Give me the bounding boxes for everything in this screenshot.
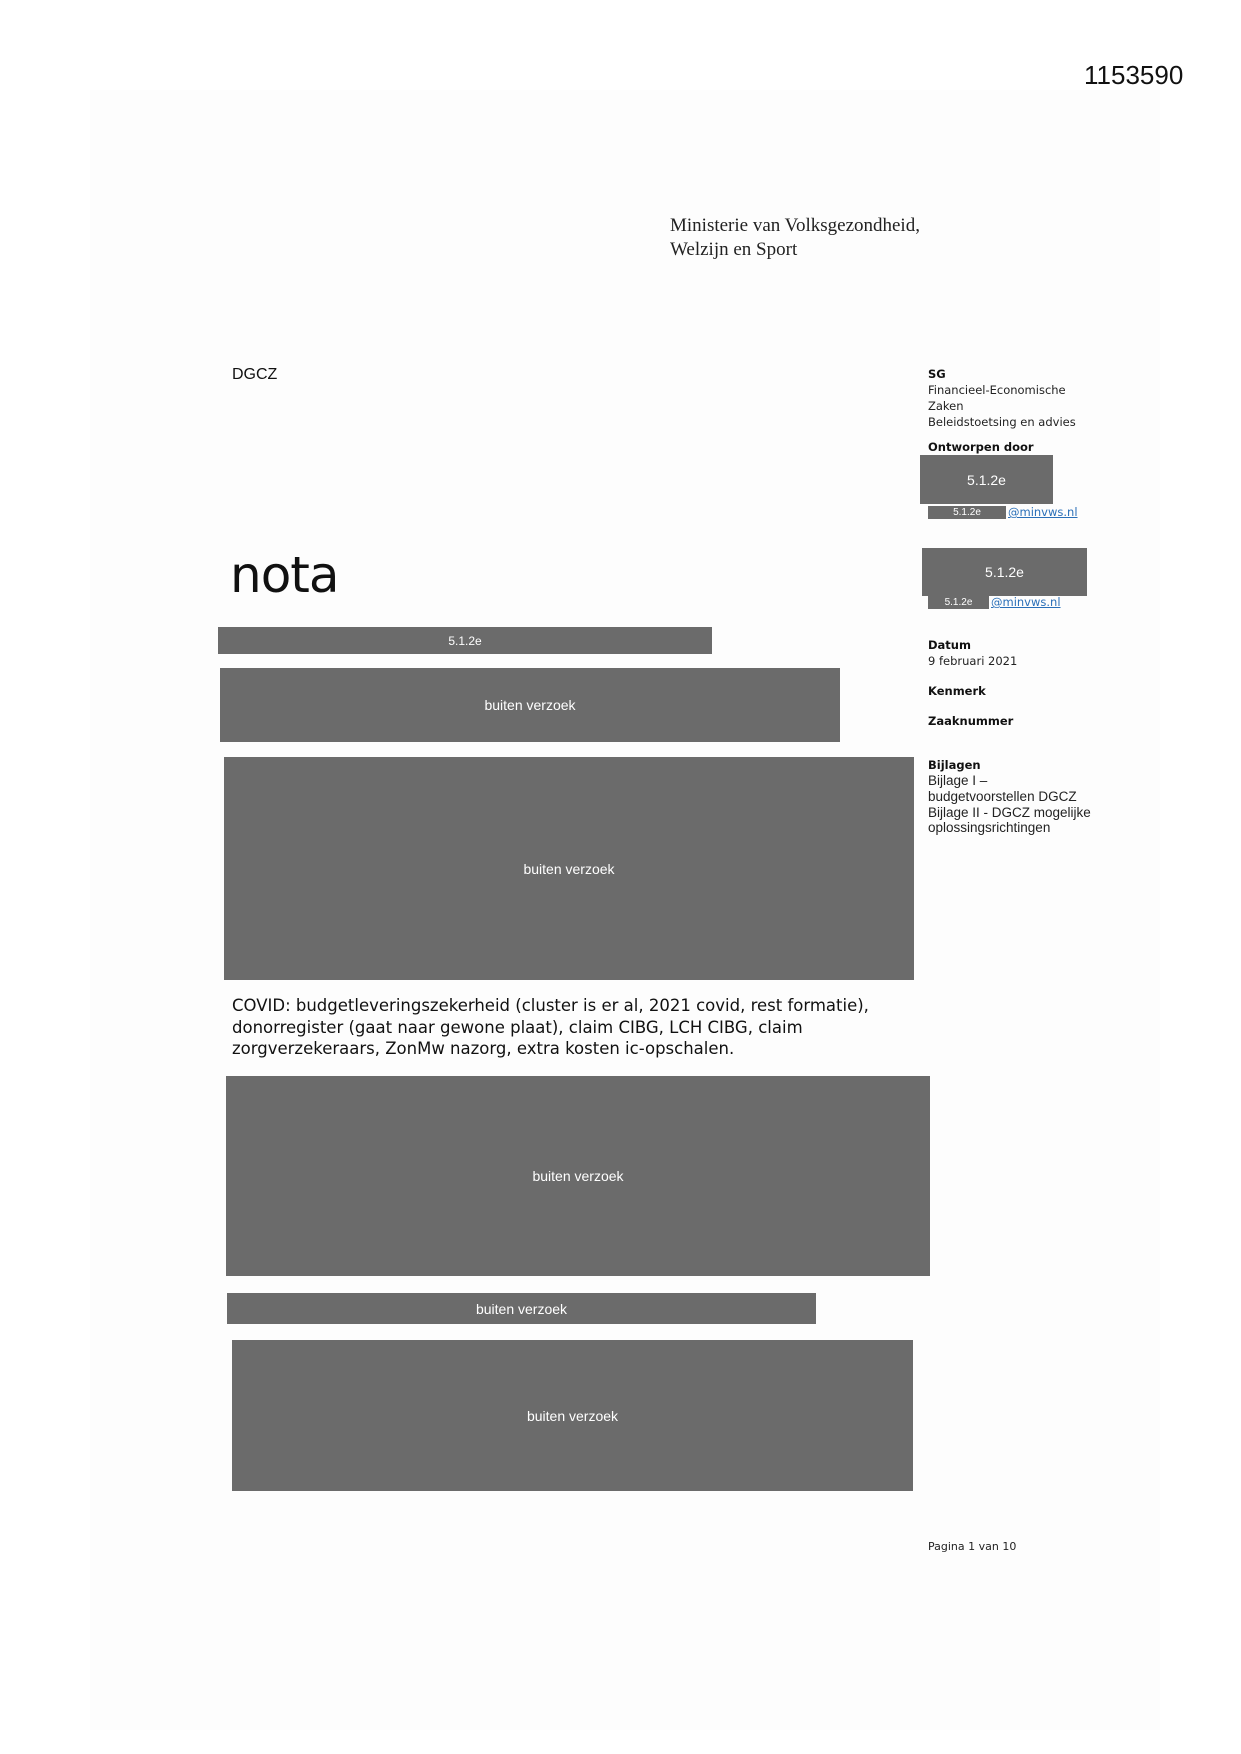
redaction-email-1: 5.1.2e [928, 506, 1006, 519]
redaction-subject: 5.1.2e [218, 627, 712, 654]
redaction-email-2: 5.1.2e [928, 596, 989, 609]
attachment-line: Bijlage I – [928, 773, 988, 788]
document-number: 1153590 [1084, 60, 1184, 90]
reference-label: Kenmerk [928, 684, 986, 698]
attachments-block [928, 757, 1091, 836]
sender-department: DGCZ [232, 366, 278, 383]
email-link-1[interactable]: @minvws.nl [1008, 505, 1078, 519]
attachment-line: Bijlage II - DGCZ mogelijke [928, 804, 1091, 820]
designed-by-label: Ontworpen door [928, 440, 1034, 454]
attachment-line: budgetvoorstellen DGCZ [928, 788, 1077, 804]
date-value: 9 februari 2021 [928, 654, 1018, 668]
ministry-line-1: Ministerie van Volksgezondheid, [670, 215, 920, 236]
redaction-block: buiten verzoek [220, 668, 840, 742]
org-line: Beleidstoetsing en advies [928, 415, 1076, 429]
page-number: Pagina 1 van 10 [928, 1540, 1017, 1553]
ministry-line-2: Welzijn en Sport [670, 239, 798, 260]
redaction-block: buiten verzoek [224, 757, 914, 980]
attachment-line: oplossingsrichtingen [928, 820, 1051, 836]
sidebar-organisation [928, 366, 1076, 430]
redaction-author-2: 5.1.2e [922, 548, 1087, 596]
org-line: Zaken [928, 399, 964, 413]
org-title: SG [928, 367, 946, 381]
covid-paragraph: COVID: budgetleveringszekerheid (cluster is er al, 2021 covid, rest formatie), donorregister (gaat naar gewone plaat), claim CIBG, LCH CIBG, claim zorgverzekeraars, ZonMw nazorg, extra kosten ic-opschalen. [232, 996, 869, 1058]
document-type-title: nota [230, 546, 339, 604]
redaction-block: buiten verzoek [232, 1340, 913, 1491]
date-label: Datum [928, 638, 971, 652]
email-link-2[interactable]: @minvws.nl [991, 595, 1061, 609]
case-number-label: Zaaknummer [928, 714, 1014, 728]
redaction-block: buiten verzoek [227, 1293, 816, 1324]
redaction-block: buiten verzoek [226, 1076, 930, 1276]
org-line: Financieel-Economische [928, 383, 1066, 397]
ministry-logo-text [670, 214, 920, 262]
date-block [928, 637, 1017, 669]
attachments-label: Bijlagen [928, 758, 981, 772]
redaction-author-1: 5.1.2e [920, 455, 1053, 504]
